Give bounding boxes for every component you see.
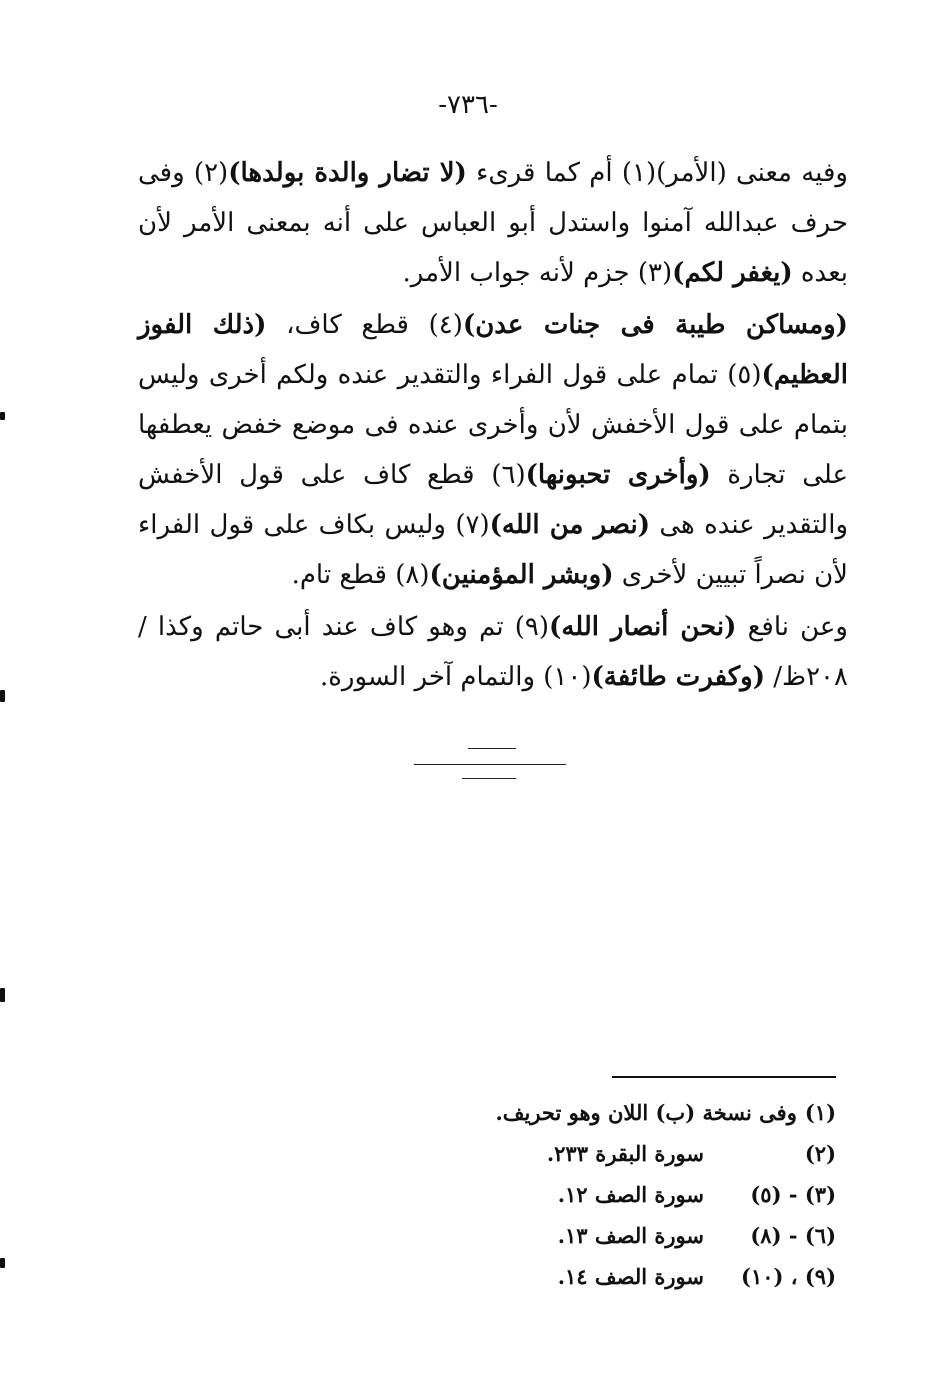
quran-quote: (نصر من الله)	[489, 510, 651, 540]
paragraph	[138, 602, 848, 702]
text-run: (٨) قطع تام.	[291, 560, 430, 590]
text-run: (٥) تمام على قول الفراء والتقدير عنده ولكم أخرى وليس بتمام على قول الأخفش لأن وأخرى عنده فى موضع خفض يعطفها على تجارة	[138, 360, 848, 490]
quran-quote: (وبشر المؤمنين)	[429, 560, 614, 590]
footnote-number: (٩) ، (١٠)	[741, 1264, 836, 1289]
scan-edge-mark	[0, 412, 5, 420]
text-run: (٣) جزم لأنه جواب الأمر.	[402, 258, 673, 288]
paragraph	[138, 300, 848, 600]
text-run: (٦) قطع كاف على قول الأخفش والتقدير عنده هى	[138, 460, 849, 540]
footnote-number: (٦) - (٨)	[750, 1223, 836, 1248]
text-run: (٧) وليس بكاف على قول الفراء لأن نصراً تبيين لأخرى	[138, 510, 848, 590]
footnote-item	[416, 1174, 836, 1215]
footnote-number: (١)	[804, 1100, 836, 1125]
footnotes	[416, 1092, 836, 1297]
footnote-text: سورة الصف ١٤.	[557, 1264, 704, 1289]
text-run: وفيه معنى (الأمر)(١) أم كما قرىء	[466, 158, 848, 188]
footnote-text: سورة الصف ١٢.	[557, 1182, 704, 1207]
scan-edge-mark	[0, 690, 5, 702]
footnote-text: وفى نسخة (ب) اللان وهو تحريف.	[495, 1100, 797, 1125]
paragraph	[138, 148, 848, 298]
footnote-number: (٢)	[804, 1141, 836, 1166]
text-run: (٩) تم وهو كاف عند أبى حاتم وكذا /٢٠٨ظ/	[138, 612, 848, 692]
quran-quote: (وأخرى تحبونها)	[525, 460, 711, 490]
footnote-item	[416, 1133, 836, 1174]
text-run: (٤) قطع كاف،	[266, 310, 463, 340]
quran-quote: (ذلك الفوز العظيم)	[138, 310, 848, 390]
footnote-item	[416, 1256, 836, 1297]
footnote-text: سورة البقرة ٢٣٣.	[546, 1141, 704, 1166]
text-run: (١٠) والتمام آخر السورة.	[320, 662, 592, 692]
quran-quote: (لا تضار والدة بولدها)	[228, 158, 467, 188]
text-run: (٢) وفى حرف عبدالله آمنوا واستدل أبو العباس على أنه بمعنى الأمر لأن بعده	[138, 158, 848, 288]
text-run: وعن نافع	[736, 612, 848, 642]
footnote-number: (٣) - (٥)	[750, 1182, 836, 1207]
footnote-text: سورة الصف ١٣.	[557, 1223, 704, 1248]
main-text	[138, 148, 848, 702]
quran-quote: (ومساكن طيبة فى جنات عدن)	[462, 310, 848, 340]
section-divider	[0, 748, 936, 784]
footnote-rule	[612, 1076, 836, 1078]
page-number: -٧٣٦-	[438, 90, 498, 120]
footnote-item	[416, 1092, 836, 1133]
scan-edge-mark	[0, 1258, 5, 1268]
footnote-item	[416, 1215, 836, 1256]
quran-quote: (نحن أنصار الله)	[549, 612, 737, 642]
quran-quote: (وكفرت طائفة)	[591, 662, 766, 692]
scan-edge-mark	[0, 988, 5, 1002]
quran-quote: (يغفر لكم)	[672, 258, 793, 288]
